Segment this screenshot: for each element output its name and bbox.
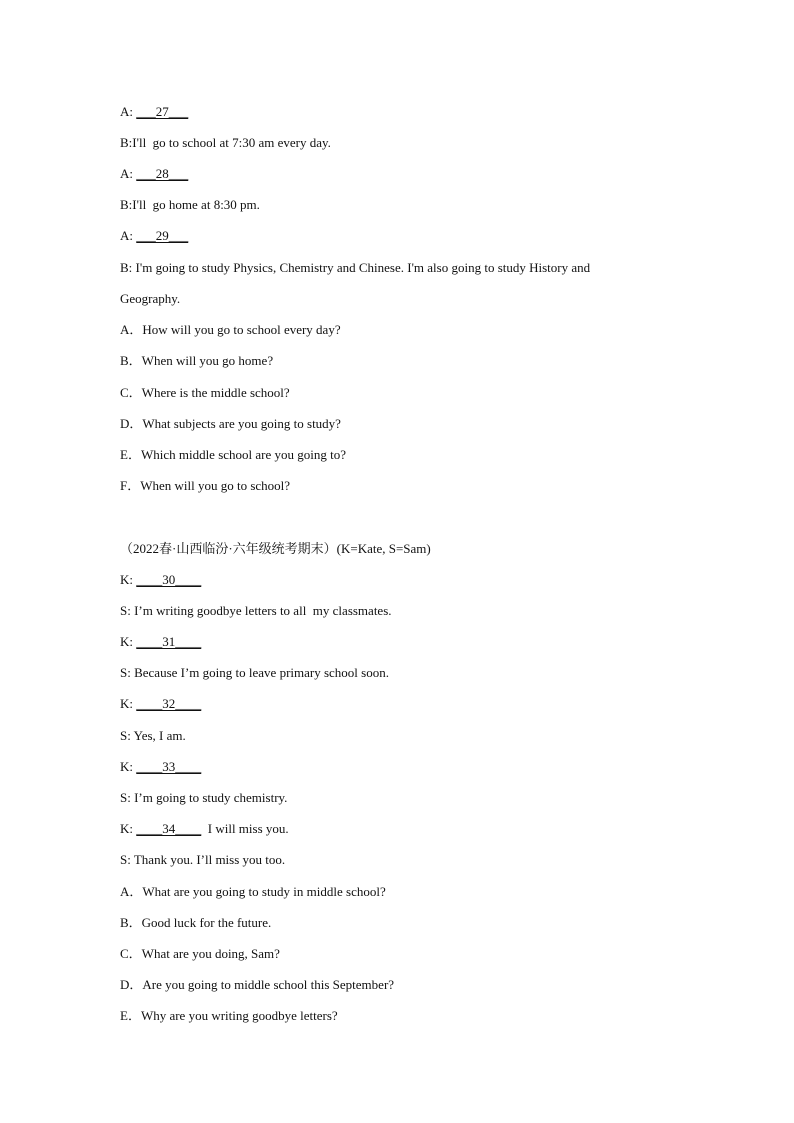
- dialogue-line-k32: [120, 696, 201, 712]
- speaker-prefix: K:: [120, 696, 137, 711]
- dialogue-text: S: Because I’m going to leave primary school soon.: [120, 665, 389, 680]
- dialogue-line-k34: [120, 821, 289, 837]
- answer-blank-28: ___28___: [136, 166, 189, 181]
- option-d: D．What subjects are you going to study?: [120, 416, 341, 431]
- answer-blank-34: ____34____: [136, 821, 202, 836]
- answer-blank-27: ___27___: [136, 104, 189, 119]
- speaker-prefix: A:: [120, 166, 137, 181]
- dialogue-text: B:I'll go home at 8:30 pm.: [120, 197, 260, 212]
- dialogue-line-s2: [120, 665, 389, 681]
- dialogue-line-b1: [120, 135, 331, 151]
- dialogue-text: B:I'll go to school at 7:30 am every day.: [120, 135, 331, 150]
- dialogue-line-s5: [120, 852, 285, 868]
- answer-blank-30: ____30____: [136, 572, 202, 587]
- option-d: D．Are you going to middle school this September?: [120, 977, 395, 992]
- dialogue-line-k33: [120, 759, 201, 775]
- dialogue-text: S: I’m going to study chemistry.: [120, 790, 288, 805]
- speaker-prefix: K:: [120, 821, 137, 836]
- option-a: A．What are you going to study in middle school?: [120, 884, 386, 899]
- option-e: E．Why are you writing goodbye letters?: [120, 1008, 338, 1023]
- answer-blank-29: ___29___: [136, 228, 189, 243]
- speaker-prefix: A:: [120, 228, 137, 243]
- dialogue-line-s3: [120, 728, 186, 744]
- dialogue-text: S: Yes, I am.: [120, 728, 186, 743]
- dialogue-text: I will miss you.: [201, 821, 289, 836]
- dialogue-text: S: Thank you. I’ll miss you too.: [120, 852, 286, 867]
- dialogue-text: S: I’m writing goodbye letters to all my classmates.: [120, 603, 392, 618]
- dialogue-paragraph-b3: B: I'm going to study Physics, Chemistry and Chinese. I'm also going to study History and Geography.: [120, 260, 591, 306]
- option-a: A．How will you go to school every day?: [120, 322, 341, 337]
- speaker-prefix: K:: [120, 759, 137, 774]
- dialogue-line-s4: [120, 790, 287, 806]
- option-c: C．What are you doing, Sam?: [120, 946, 280, 961]
- speaker-prefix: K:: [120, 634, 137, 649]
- speaker-prefix: A:: [120, 104, 137, 119]
- dialogue-line-k30: [120, 572, 201, 588]
- dialogue-line-a29: [120, 228, 188, 244]
- section-heading: （2022春·山西临汾·六年级统考期末）(K=Kate, S=Sam): [120, 541, 431, 556]
- dialogue-line-a28: [120, 166, 188, 182]
- option-e: E．Which middle school are you going to?: [120, 447, 347, 462]
- option-b: B．Good luck for the future.: [120, 915, 272, 930]
- option-b: B．When will you go home?: [120, 353, 274, 368]
- answer-blank-31: ____31____: [136, 634, 202, 649]
- speaker-prefix: K:: [120, 572, 137, 587]
- answer-blank-32: ____32____: [136, 696, 202, 711]
- dialogue-line-k31: [120, 634, 201, 650]
- answer-blank-33: ____33____: [136, 759, 202, 774]
- dialogue-line-s1: [120, 603, 392, 619]
- dialogue-line-b2: [120, 197, 260, 213]
- option-f: F．When will you go to school?: [120, 478, 291, 493]
- dialogue-line-a27: [120, 104, 188, 120]
- option-c: C．Where is the middle school?: [120, 385, 290, 400]
